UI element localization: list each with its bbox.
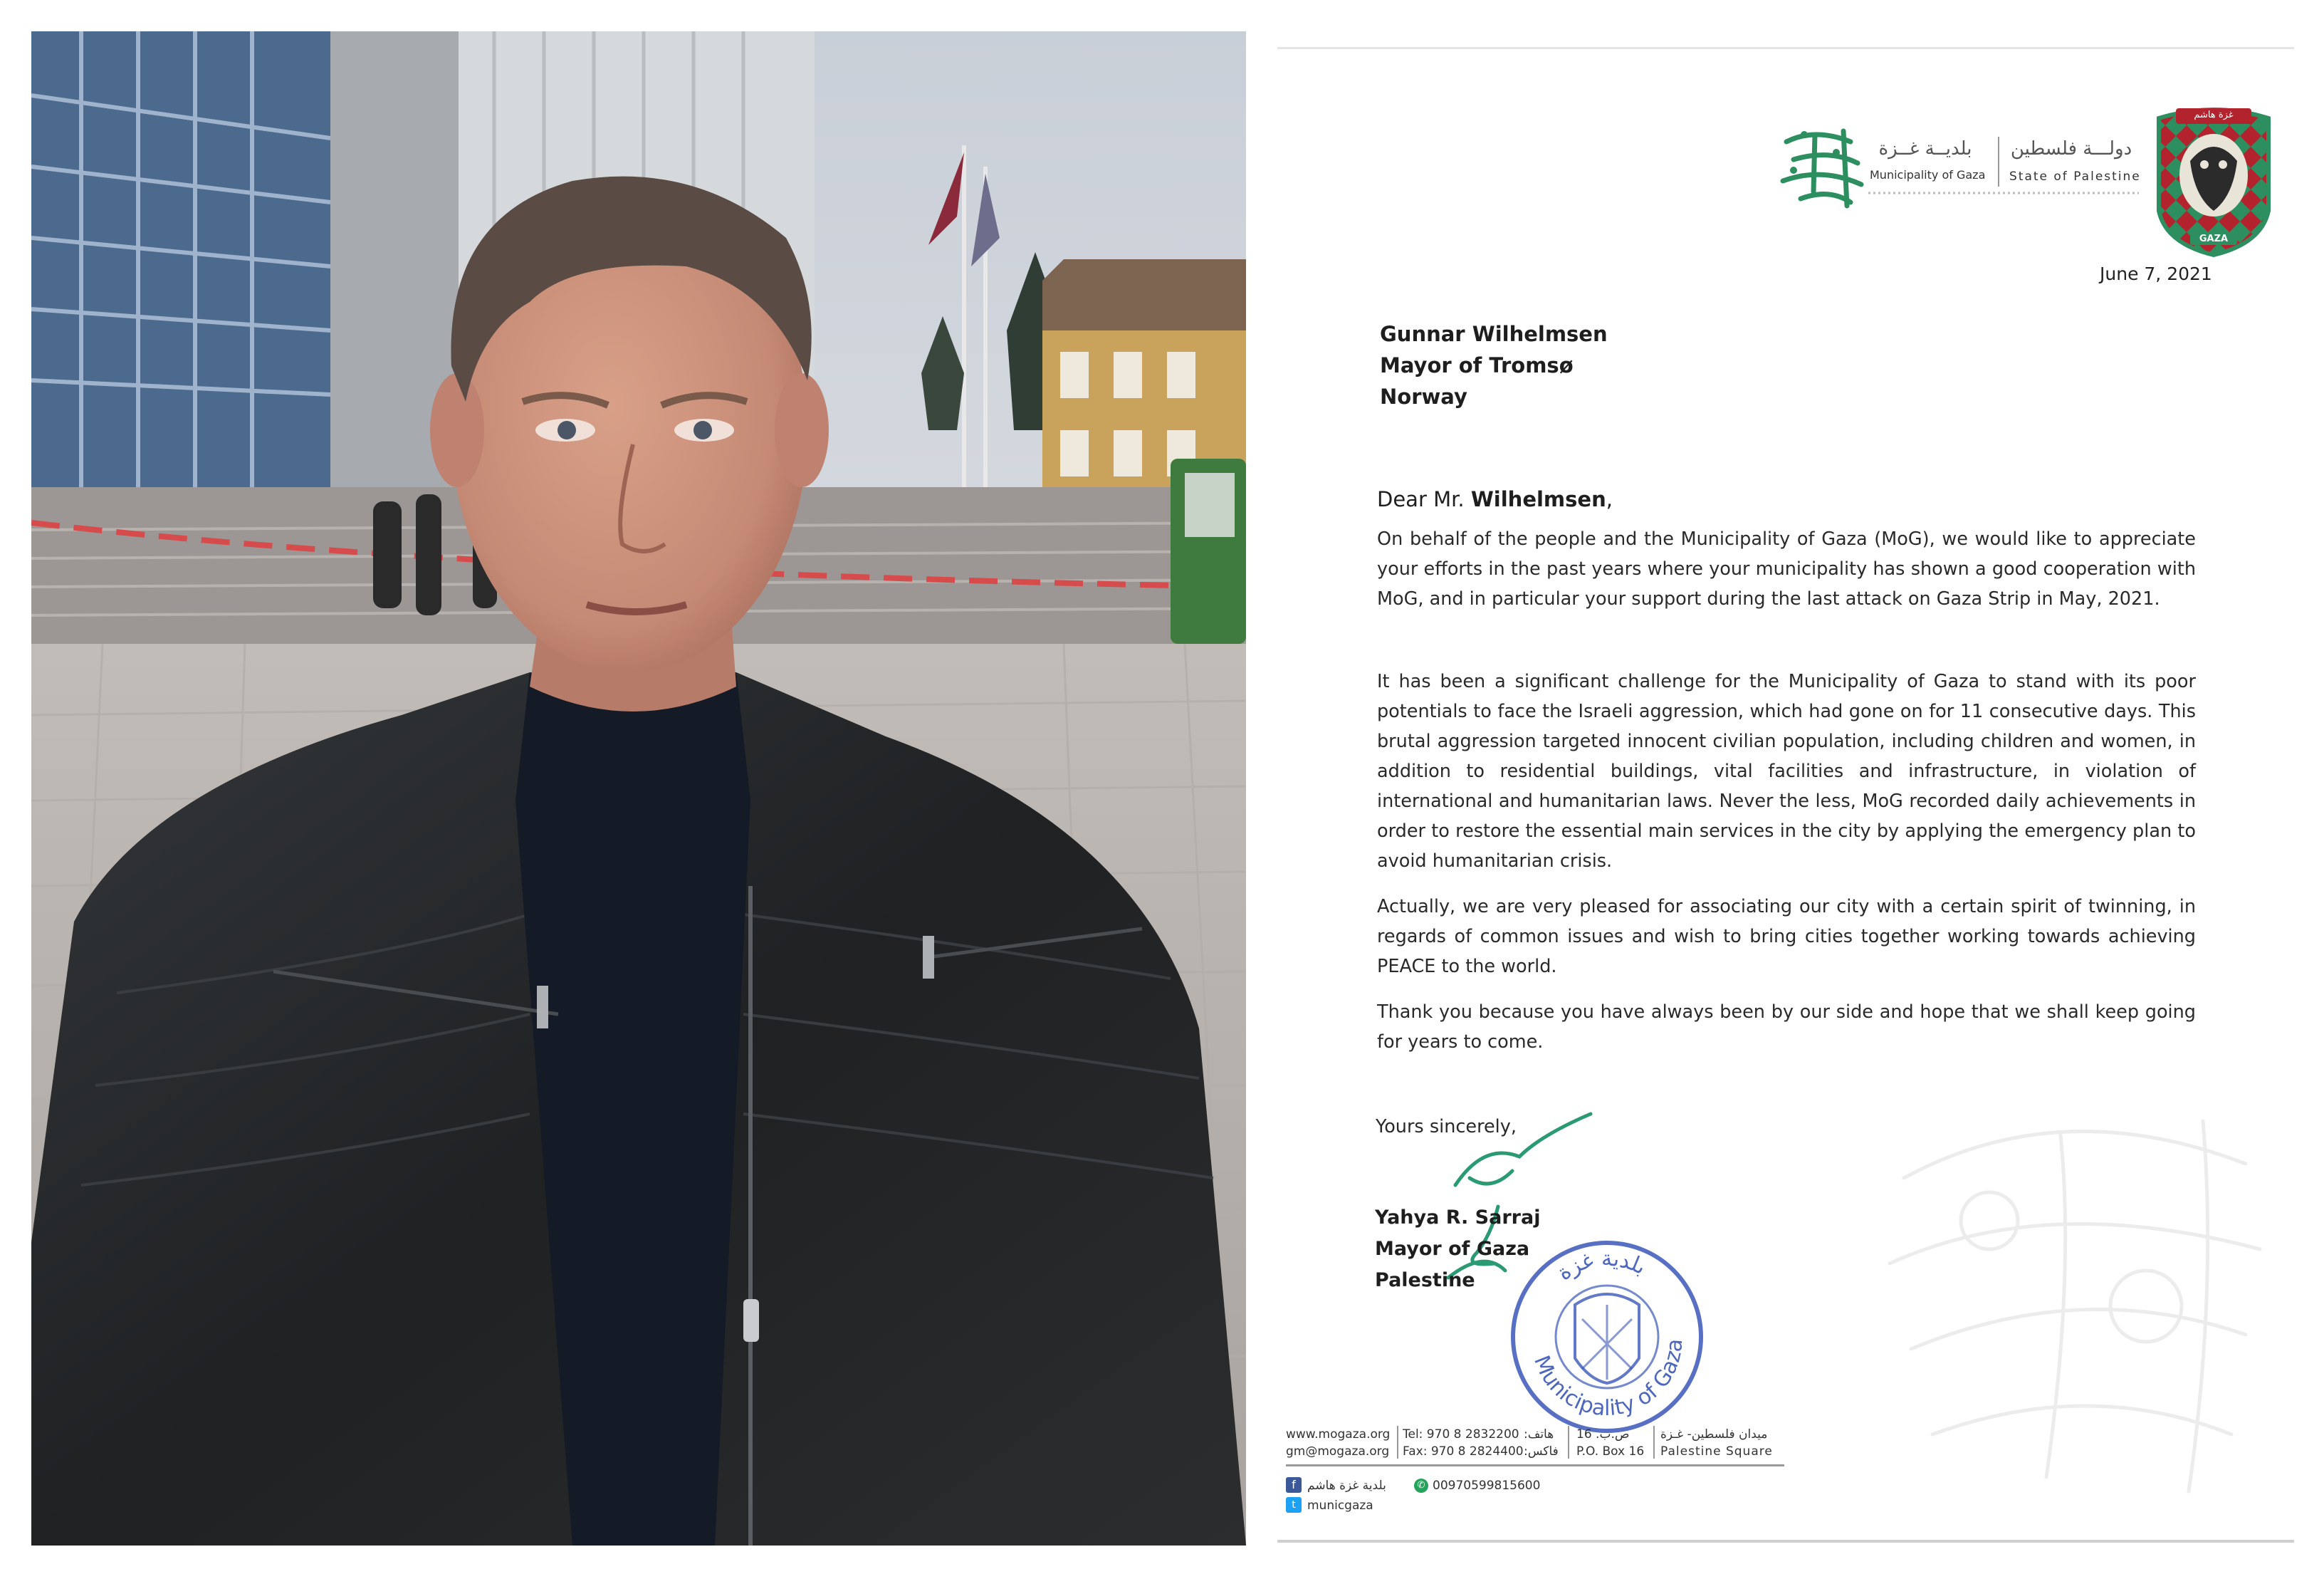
- recipient-country: Norway: [1380, 385, 1467, 409]
- salutation: [1377, 487, 1613, 511]
- footer-tel-arabic: هاتف:: [1524, 1427, 1554, 1442]
- footer-divider-1: [1397, 1426, 1398, 1459]
- footer-rule: [1286, 1464, 1784, 1466]
- whatsapp-icon[interactable]: ✆: [1414, 1479, 1428, 1493]
- body-paragraph-3: Actually, we are very pleased for associating our city with a certain spirit of twinning, in regards of common issues and wish to bring cities together working towards achieving PEACE to the world.: [1377, 896, 2196, 977]
- svg-text:Municipality of Gaza: [1529, 1338, 1687, 1422]
- signatory-name: Yahya R. Sarraj: [1375, 1206, 1541, 1229]
- body-paragraph-1: On behalf of the people and the Municipality of Gaza (MoG), we would like to appreciate your efforts in the past years where your municipality has shown a good cooperation with MoG, and in particular your support during the last attack on Gaza Strip in May, 2021.: [1377, 528, 2196, 610]
- footer-whatsapp[interactable]: 00970599815600: [1433, 1479, 1541, 1493]
- footer-fax-arabic: فاكس:: [1524, 1444, 1559, 1459]
- body-paragraph-2: It has been a significant challenge for the Municipality of Gaza to stand with its poor potentials to face the Israeli aggression, which had gone on for 11 consecutive days. This brutal aggression targeted innocent civilian population, including children and women, in addition to residential buildings, vital facilities and infrastructure, in violation of international and humanitarian laws. Never the less, MoG recorded daily achievements in order to restore the essential main services in the city by applying the emergency plan to avoid humanitarian crisis.: [1377, 671, 2196, 872]
- twitter-icon[interactable]: t: [1286, 1497, 1302, 1513]
- footer-pobox: P.O. Box 16: [1576, 1444, 1645, 1459]
- municipality-name-english: Municipality of Gaza: [1870, 168, 1986, 182]
- facebook-icon[interactable]: f: [1286, 1477, 1302, 1493]
- footer-fax: Fax: 970 8 2824400: [1403, 1444, 1524, 1459]
- municipality-name-arabic: بلديــة غــزة: [1878, 138, 1972, 160]
- footer-divider-2: [1568, 1426, 1569, 1459]
- portrait-photo: [31, 31, 1246, 1546]
- calligraphy-watermark: [1847, 1064, 2288, 1520]
- seal-label-english: GAZA: [2199, 234, 2229, 244]
- salutation-suffix: ,: [1606, 487, 1613, 511]
- footer-twitter[interactable]: municgaza: [1307, 1499, 1373, 1513]
- footer-divider-3: [1653, 1426, 1655, 1459]
- seal-label-arabic: غزة هاشم: [2194, 110, 2234, 120]
- state-name-english: State of Palestine: [2009, 170, 2141, 184]
- footer-email[interactable]: gm@mogaza.org: [1286, 1444, 1390, 1459]
- letter-date: June 7, 2021: [2100, 264, 2212, 284]
- recipient-name: Gunnar Wilhelmsen: [1380, 322, 1608, 346]
- footer-address: Palestine Square: [1660, 1444, 1773, 1459]
- slogan-calligraphy-logo: [1772, 120, 1872, 213]
- salutation-name: Wilhelmsen: [1470, 487, 1606, 511]
- footer-facebook[interactable]: بلدية غزة هاشم: [1307, 1479, 1386, 1493]
- letter-page: [1277, 31, 2294, 1546]
- bottom-rule: [1277, 1540, 2294, 1543]
- state-name-arabic: دولـــة فلسطين: [2010, 138, 2132, 160]
- stamp-text-arabic: بلدية غزة: [1552, 1246, 1650, 1286]
- closing: Yours sincerely,: [1376, 1116, 1517, 1137]
- footer-pobox-arabic: ص.ب. 16: [1576, 1427, 1630, 1442]
- body-paragraph-4: Thank you because you have always been by our side and hope that we shall keep going for years to come.: [1377, 1001, 2196, 1053]
- footer-address-arabic: ميدان فلسطين- غـزة: [1660, 1427, 1768, 1442]
- recipient-title: Mayor of Tromsø: [1380, 353, 1574, 377]
- signatory-title: Mayor of Gaza: [1375, 1238, 1530, 1260]
- portrait-photo-drawing: [31, 31, 1246, 1546]
- top-rule: [1277, 47, 2294, 49]
- footer-tel: Tel: 970 8 2832200: [1403, 1427, 1519, 1442]
- salutation-prefix: Dear Mr.: [1377, 487, 1471, 511]
- stamp-text-english: Municipality of Gaza: [1529, 1338, 1688, 1422]
- letterhead-divider: [1998, 137, 1999, 187]
- official-stamp: [1504, 1234, 1710, 1440]
- letterhead-ornament: [1868, 189, 2139, 197]
- footer-website[interactable]: www.mogaza.org: [1286, 1427, 1391, 1442]
- signatory-country: Palestine: [1375, 1269, 1475, 1291]
